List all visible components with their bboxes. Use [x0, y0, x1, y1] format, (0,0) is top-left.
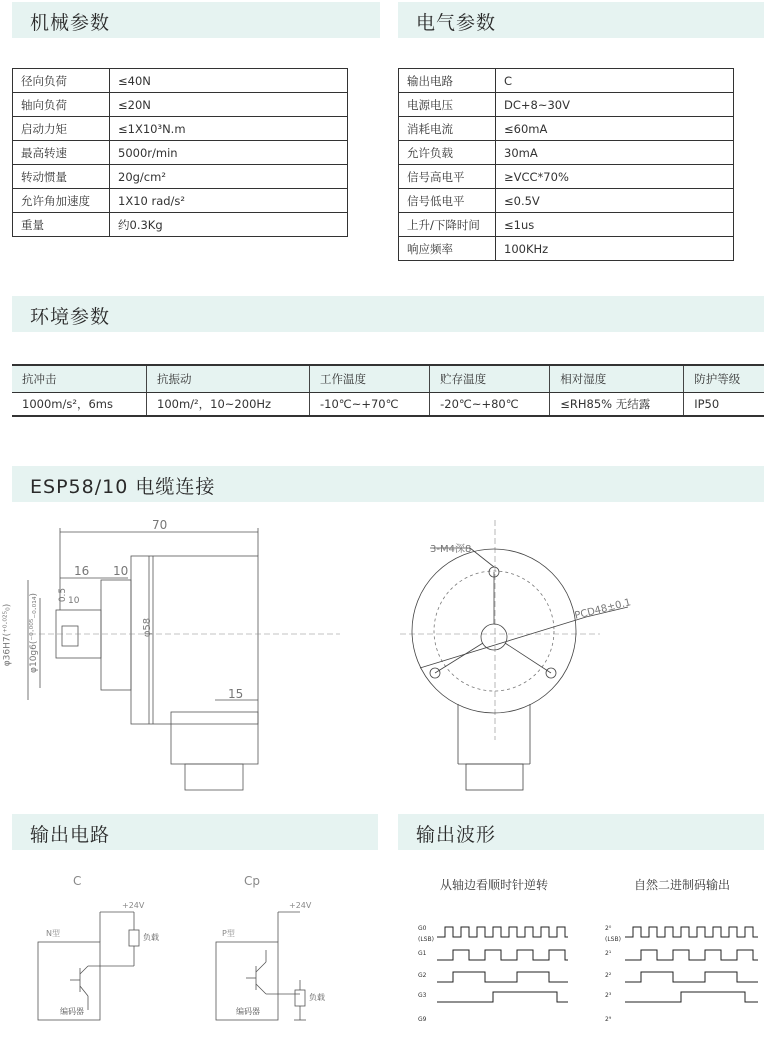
electrical-row — [399, 213, 734, 237]
mechanical-row — [13, 141, 348, 165]
waveform-right-label: (LSB) — [605, 936, 621, 943]
environment-table — [12, 364, 764, 417]
mechanical-key: 轴向负荷 — [13, 93, 110, 117]
mechanical-key: 最高转速 — [13, 141, 110, 165]
environment-value: IP50 — [684, 393, 764, 417]
environment-header: 防护等级 — [684, 365, 764, 393]
electrical-key: 消耗电流 — [399, 117, 496, 141]
cable-title: ESP58/10 电缆连接 — [30, 476, 216, 498]
waveform-right-label: 2⁰ — [605, 925, 612, 932]
electrical-row — [399, 141, 734, 165]
cable-section-header — [12, 466, 764, 502]
circuit-cp-label: Cp — [244, 874, 260, 888]
mount-hole-1 — [489, 567, 499, 577]
waveform-trace — [437, 950, 568, 960]
electrical-value: ≤1us — [496, 213, 734, 237]
waveform-trace — [437, 927, 568, 937]
electrical-table — [398, 68, 734, 261]
electrical-key: 信号低电平 — [399, 189, 496, 213]
output-waveform-section-header — [398, 814, 764, 850]
environment-value: ≤RH85% 无结露 — [550, 393, 684, 417]
electrical-row — [399, 69, 734, 93]
shaft-outline — [56, 610, 101, 658]
waveform-right-label: 2² — [605, 972, 612, 979]
waveform-right-label: 2⁹ — [605, 1016, 612, 1023]
waveform-left-label: G3 — [418, 992, 427, 999]
mount-hole-2 — [430, 668, 440, 678]
v24-label-p: +24V — [289, 901, 312, 910]
mechanical-value: 约0.3Kg — [110, 213, 348, 237]
waveform-right-label: 2³ — [605, 992, 612, 999]
electrical-value: ≥VCC*70% — [496, 165, 734, 189]
connector-outline — [171, 712, 258, 764]
p-type-label: P型 — [222, 929, 235, 938]
electrical-row — [399, 237, 734, 261]
waveform-left-label: G1 — [418, 950, 427, 957]
load-resistor-p — [295, 990, 305, 1006]
dim-10: 10 — [113, 564, 129, 578]
mechanical-value: 5000r/min — [110, 141, 348, 165]
mechanical-table — [12, 68, 348, 237]
waveform-trace — [625, 950, 758, 960]
electrical-row — [399, 165, 734, 189]
electrical-row — [399, 93, 734, 117]
mount-hole-3 — [546, 668, 556, 678]
mechanical-value: ≤40N — [110, 69, 348, 93]
dim-58: φ58 — [142, 617, 154, 638]
waveform-trace — [625, 927, 758, 937]
mechanical-key: 转动惯量 — [13, 165, 110, 189]
waveform-left-label: G0 — [418, 925, 427, 932]
mechanical-value: 20g/cm² — [110, 165, 348, 189]
waveform-right-label: 2¹ — [605, 950, 612, 957]
electrical-value: ≤60mA — [496, 117, 734, 141]
dim-16: 16 — [74, 564, 90, 578]
electrical-row — [399, 189, 734, 213]
output-circuit-title: 输出电路 — [30, 824, 111, 846]
mechanical-row — [13, 93, 348, 117]
mechanical-row — [13, 189, 348, 213]
electrical-key: 响应频率 — [399, 237, 496, 261]
dim-70: 70 — [152, 518, 168, 532]
electrical-row — [399, 117, 734, 141]
environment-value: -10℃~+70℃ — [310, 393, 430, 417]
electrical-value: 30mA — [496, 141, 734, 165]
mechanical-value: ≤1X10³N.m — [110, 117, 348, 141]
mechanical-key: 启动力矩 — [13, 117, 110, 141]
mechanical-key: 径向负荷 — [13, 69, 110, 93]
encoder-label-p: 编码器 — [236, 1007, 260, 1016]
environment-section-header — [12, 296, 764, 332]
pcd-label: PCD48±0.1 — [573, 597, 633, 622]
load-label-p: 负载 — [309, 993, 325, 1002]
mechanical-value: 1X10 rad/s² — [110, 189, 348, 213]
mechanical-title: 机械参数 — [30, 12, 111, 34]
dim-36: φ36H7(⁺⁰·⁰²⁵₀) — [2, 603, 13, 667]
waveform-trace — [437, 992, 568, 1002]
n-type-label: N型 — [46, 929, 60, 938]
encoder-label-n: 编码器 — [60, 1007, 84, 1016]
mechanical-row — [13, 69, 348, 93]
waveform-left-label: G9 — [418, 1016, 427, 1023]
mechanical-key: 允许角加速度 — [13, 189, 110, 213]
environment-header: 贮存温度 — [430, 365, 550, 393]
flange-outline — [101, 580, 131, 690]
environment-title: 环境参数 — [30, 306, 111, 328]
v24-label-n: +24V — [122, 901, 145, 910]
waveform-left-label: G2 — [418, 972, 427, 979]
mechanical-section-header — [12, 2, 380, 38]
electrical-key: 信号高电平 — [399, 165, 496, 189]
environment-value: -20℃~+80℃ — [430, 393, 550, 417]
load-resistor-n — [129, 930, 139, 946]
environment-header: 工作温度 — [310, 365, 430, 393]
environment-header: 相对湿度 — [550, 365, 684, 393]
electrical-value: DC+8~30V — [496, 93, 734, 117]
output-waveform-title: 输出波形 — [416, 824, 497, 846]
waveform-trace — [625, 972, 758, 982]
flange-circle-outline — [412, 549, 576, 713]
mechanical-value: ≤20N — [110, 93, 348, 117]
environment-value: 1000m/s²，6ms — [12, 393, 147, 417]
mechanical-row — [13, 117, 348, 141]
dim-0-5: 0.5 — [58, 587, 69, 603]
electrical-value: ≤0.5V — [496, 189, 734, 213]
electrical-key: 电源电压 — [399, 93, 496, 117]
electrical-key: 上升/下降时间 — [399, 213, 496, 237]
environment-value: 100m/²，10~200Hz — [147, 393, 310, 417]
output-circuit-section-header — [12, 814, 378, 850]
mechanical-row — [13, 213, 348, 237]
electrical-key: 允许负载 — [399, 141, 496, 165]
mechanical-row — [13, 165, 348, 189]
waveform-left-title: 从轴边看顺时针逆转 — [440, 878, 549, 892]
holes-label: 3-M4深8 — [430, 544, 472, 555]
waveform-trace — [625, 992, 758, 1002]
dim-10-small: 10 — [68, 596, 80, 606]
circuit-c-label: C — [73, 874, 82, 888]
environment-header: 抗振动 — [147, 365, 310, 393]
waveform-trace — [437, 972, 568, 982]
electrical-value: 100KHz — [496, 237, 734, 261]
electrical-section-header — [398, 2, 764, 38]
load-label-n: 负载 — [143, 933, 159, 942]
mechanical-key: 重量 — [13, 213, 110, 237]
dim-10g6: φ10g6(⁻⁰·⁰⁰⁵₋₀.₀₁₄) — [28, 593, 39, 673]
electrical-title: 电气参数 — [416, 12, 497, 34]
environment-header: 抗冲击 — [12, 365, 147, 393]
waveform-right-title: 自然二进制码输出 — [634, 878, 731, 892]
dim-15: 15 — [228, 687, 244, 701]
waveform-left-label: (LSB) — [418, 936, 434, 943]
electrical-value: C — [496, 69, 734, 93]
electrical-key: 输出电路 — [399, 69, 496, 93]
